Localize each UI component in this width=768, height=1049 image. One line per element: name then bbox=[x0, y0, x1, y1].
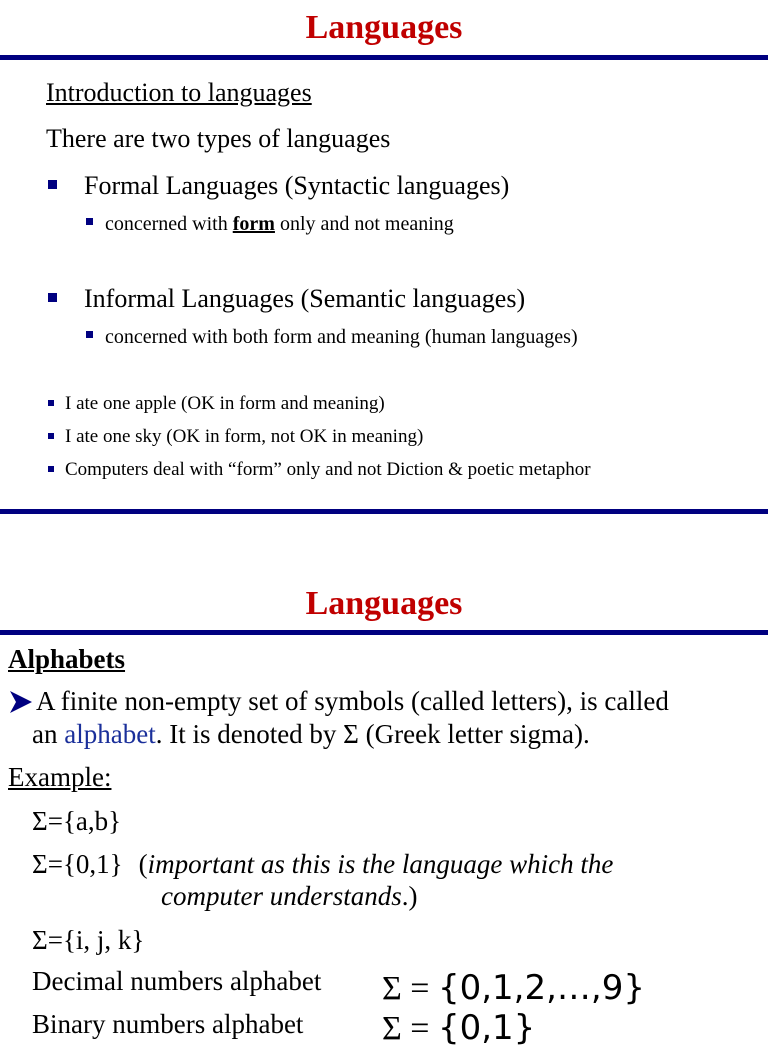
bullet-square-icon bbox=[48, 433, 54, 439]
slide1-top-rule bbox=[0, 55, 768, 60]
formal-languages-subitem: concerned with form only and not meaning bbox=[105, 213, 454, 235]
bullet-square-icon bbox=[48, 400, 54, 406]
example-sigma-binary: Σ={0,1} (important as this is the language which the bbox=[32, 849, 614, 879]
bullet-square-icon bbox=[48, 293, 57, 302]
example-sigma-ijk: Σ={i, j, k} bbox=[32, 925, 145, 955]
example-item-1: I ate one apple (OK in form and meaning) bbox=[65, 393, 385, 414]
informal-languages-subitem: concerned with both form and meaning (human languages) bbox=[105, 326, 578, 348]
alphabets-heading: Alphabets bbox=[8, 644, 126, 674]
decimal-alphabet-formula: Σ = {0,1,2,…,9} bbox=[382, 968, 645, 1008]
example-item-3: Computers deal with “form” only and not Diction & poetic metaphor bbox=[65, 459, 591, 480]
slide1-intro: There are two types of languages bbox=[46, 124, 391, 153]
alphabet-definition-line2: an alphabet. It is denoted by Σ (Greek letter sigma). bbox=[32, 719, 590, 749]
formal-languages-item: Formal Languages (Syntactic languages) bbox=[84, 171, 510, 200]
alphabet-definition-line1: A finite non-empty set of symbols (called letters), is called bbox=[36, 686, 669, 716]
binary-note-line2: computer understands.) bbox=[161, 881, 418, 911]
binary-set: {0,1} bbox=[437, 1008, 536, 1048]
binary-alphabet-formula: Σ = {0,1} bbox=[382, 1008, 536, 1048]
informal-languages-item: Informal Languages (Semantic languages) bbox=[84, 284, 526, 313]
slide1-bottom-rule bbox=[0, 509, 768, 514]
example-label: Example: bbox=[8, 762, 112, 792]
form-emphasis: form bbox=[232, 213, 275, 235]
decimal-set: {0,1,2,…,9} bbox=[437, 968, 645, 1008]
binary-note-line1: important as this is the language which the bbox=[147, 849, 614, 879]
slide2-top-rule bbox=[0, 630, 768, 635]
slide1-heading: Introduction to languages bbox=[46, 78, 312, 107]
bullet-square-icon bbox=[48, 180, 57, 189]
slide2-title: Languages bbox=[305, 585, 463, 622]
binary-alphabet-label: Binary numbers alphabet bbox=[32, 1009, 304, 1039]
slide1-title: Languages bbox=[305, 9, 463, 46]
bullet-square-icon bbox=[48, 466, 54, 472]
decimal-alphabet-label: Decimal numbers alphabet bbox=[32, 966, 322, 996]
bullet-square-icon bbox=[86, 218, 93, 225]
example-item-2: I ate one sky (OK in form, not OK in meaning) bbox=[65, 426, 424, 447]
alphabet-term: alphabet bbox=[64, 719, 156, 749]
bullet-square-icon bbox=[86, 331, 93, 338]
arrow-bullet-icon bbox=[8, 689, 34, 715]
example-sigma-ab: Σ={a,b} bbox=[32, 806, 122, 836]
